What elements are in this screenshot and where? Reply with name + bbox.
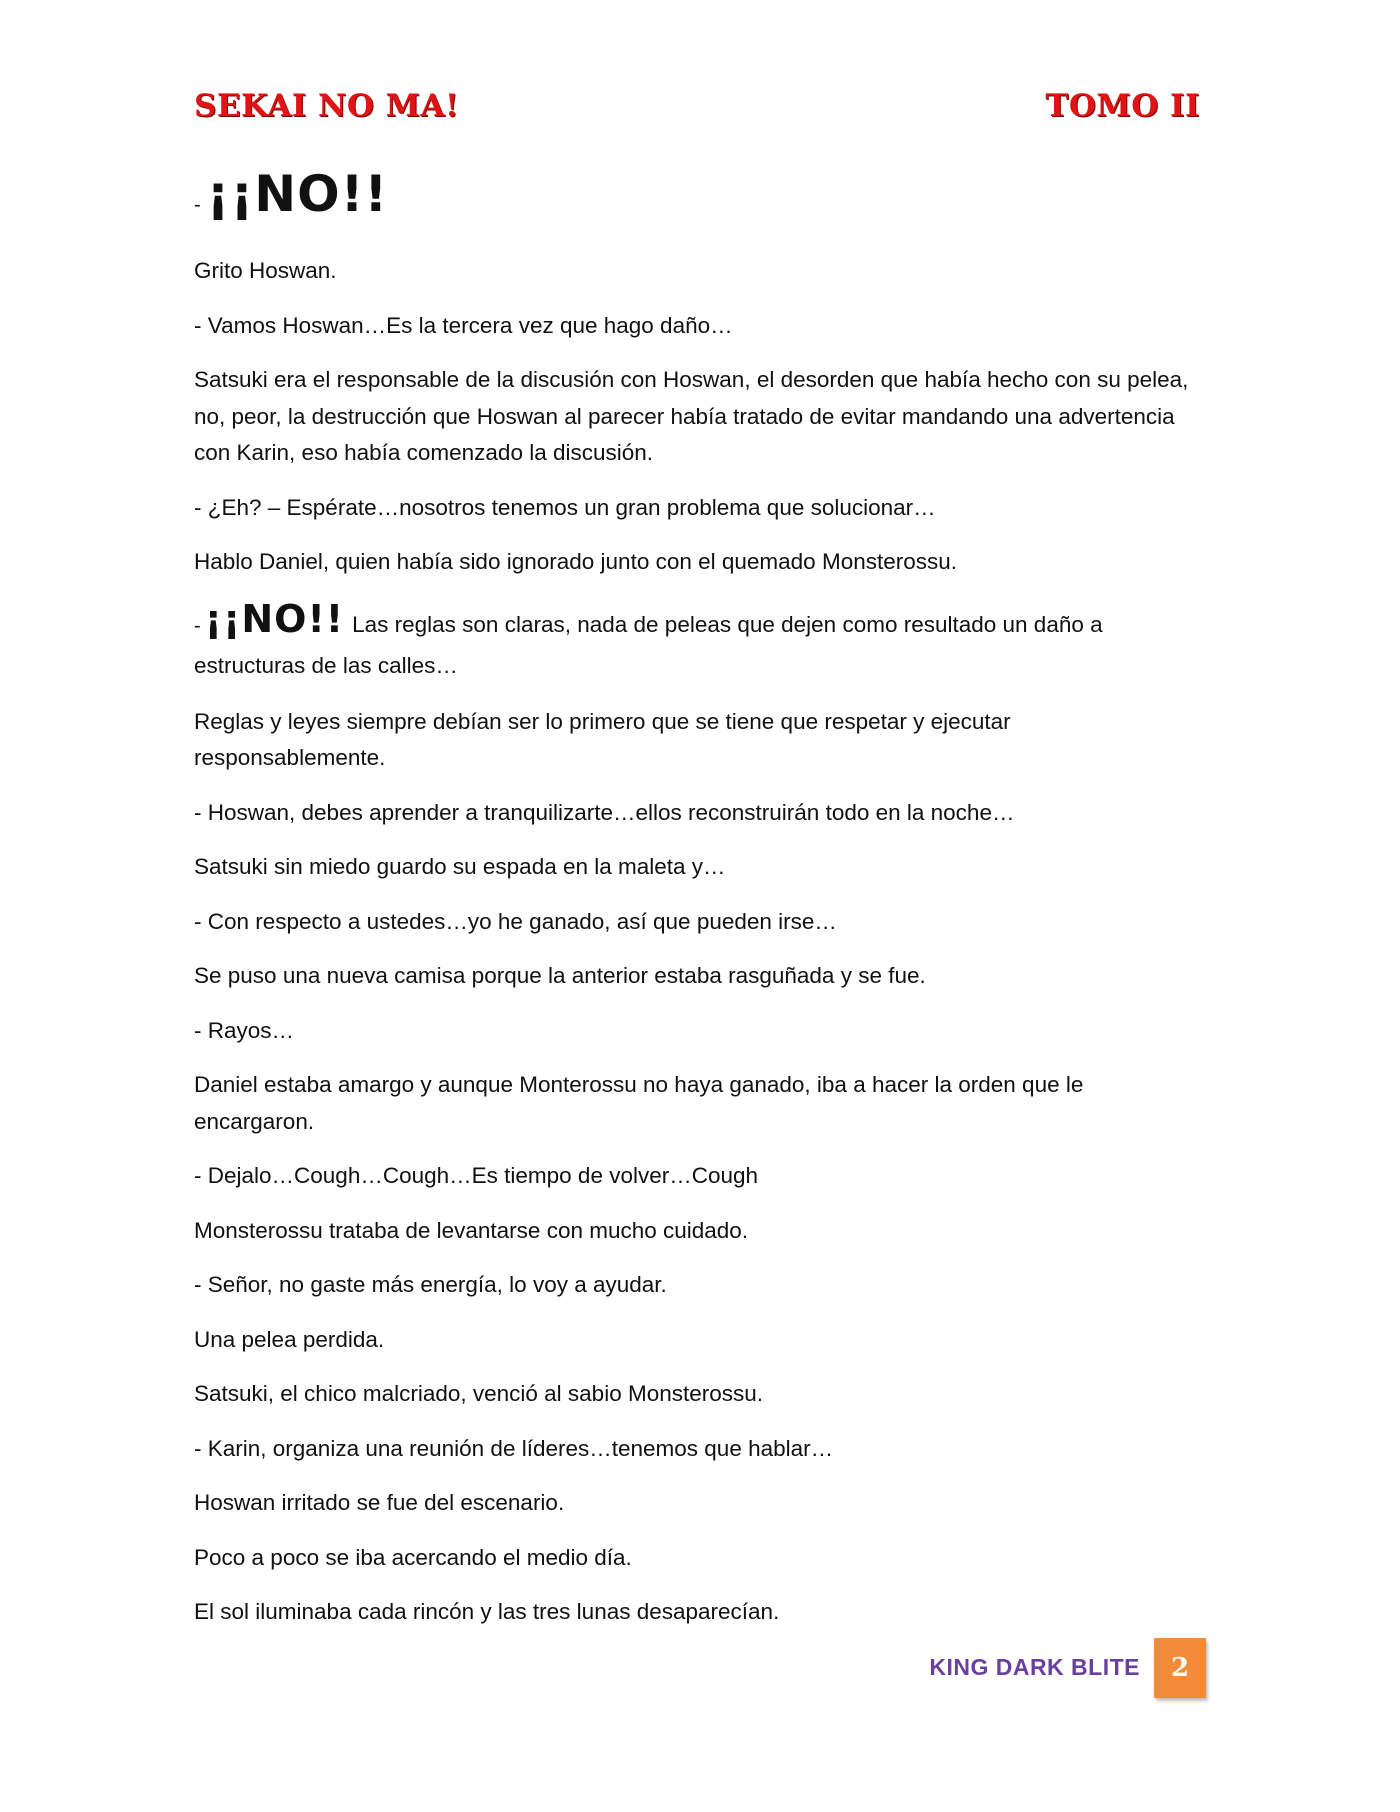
paragraph: Monsterossu trataba de levantarse con mucho cuidado.: [194, 1217, 749, 1243]
paragraph: - Hoswan, debes aprender a tranquilizarte…ellos reconstruirán todo en la noche…: [194, 799, 1015, 825]
shout-text: ¡¡NO!!: [204, 596, 345, 641]
paragraph: Daniel estaba amargo y aunque Monterossu no haya ganado, iba a hacer la orden que le encargaron.: [194, 1072, 1084, 1134]
page-footer: [900, 1638, 1206, 1700]
page-header: [194, 86, 1200, 130]
paragraph: Satsuki sin miedo guardo su espada en la maleta y…: [194, 854, 726, 879]
paragraph: Satsuki, el chico malcriado, venció al sabio Monsterossu.: [194, 1381, 764, 1406]
paragraph: - Con respecto a ustedes…yo he ganado, así que pueden irse…: [194, 908, 837, 934]
paragraph: - Dejalo…Cough…Cough…Es tiempo de volver…Cough: [194, 1163, 759, 1188]
paragraph: - Vamos Hoswan…Es la tercera vez que hago daño…: [194, 312, 733, 338]
paragraph: Satsuki era el responsable de la discusión con Hoswan, el desorden que había hecho con su pelea, no, peor, la destrucción que Hoswan al parecer había tratado de evitar mandando una advertencia con Karin, eso había comenzado la discusión.: [194, 367, 1189, 465]
paragraph: - Rayos…: [194, 1017, 295, 1043]
shout-paragraph: [194, 166, 1204, 233]
paragraph: Poco a poco se iba acercando el medio día.: [194, 1544, 632, 1570]
shout-text: ¡¡NO!!: [206, 165, 389, 223]
paragraph: Hoswan irritado se fue del escenario.: [194, 1490, 565, 1515]
paragraph: Grito Hoswan.: [194, 258, 337, 283]
volume-label: TOMO II: [1045, 88, 1200, 124]
dialogue-dash: -: [194, 194, 201, 216]
paragraph: - Señor, no gaste más energía, lo voy a ayudar.: [194, 1272, 667, 1297]
shout-paragraph: [194, 596, 1204, 686]
author-name: KING DARK BLITE: [929, 1654, 1140, 1680]
body-text: [194, 166, 1204, 1649]
paragraph: - ¿Eh? – Espérate…nosotros tenemos un gran problema que solucionar…: [194, 494, 936, 520]
dialogue-dash: -: [194, 614, 201, 637]
paragraph-text: Las reglas son claras, nada de peleas que dejen como resultado un daño a estructuras de las calles…: [194, 611, 1103, 678]
paragraph: - Karin, organiza una reunión de líderes…tenemos que hablar…: [194, 1435, 834, 1461]
book-title: SEKAI NO MA!: [194, 88, 460, 124]
paragraph: Reglas y leyes siempre debían ser lo primero que se tiene que respetar y ejecutar responsablemente.: [194, 708, 1011, 770]
paragraph: Se puso una nueva camisa porque la anterior estaba rasguñada y se fue.: [194, 963, 926, 988]
paragraph: Una pelea perdida.: [194, 1326, 385, 1352]
paragraph: El sol iluminaba cada rincón y las tres lunas desaparecían.: [194, 1599, 780, 1624]
page-number: 2: [1154, 1638, 1206, 1698]
paragraph: Hablo Daniel, quien había sido ignorado junto con el quemado Monsterossu.: [194, 549, 958, 574]
